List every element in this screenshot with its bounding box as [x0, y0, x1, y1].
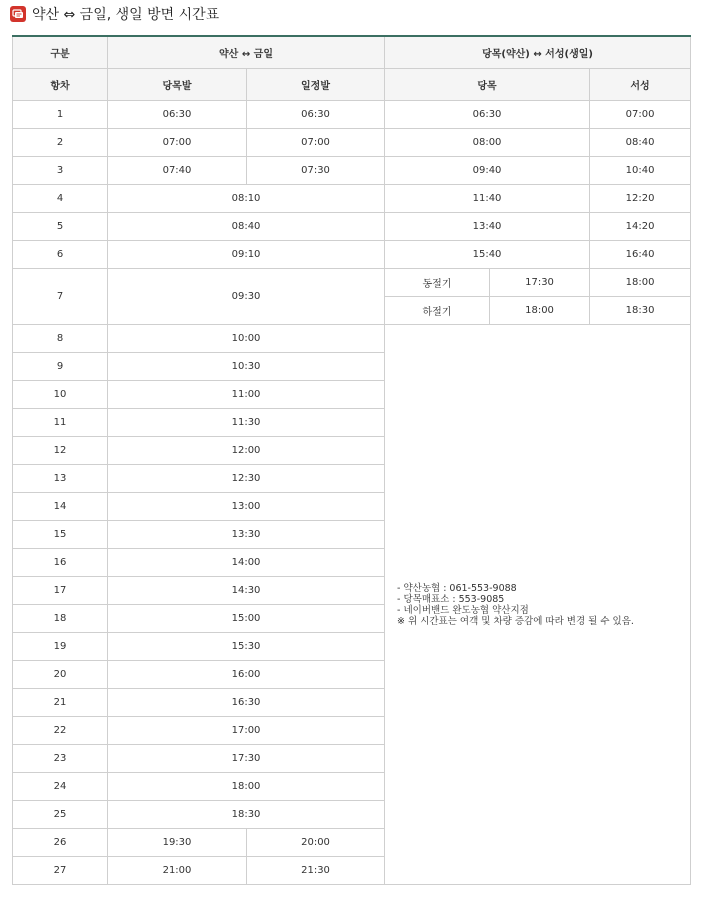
departure-time: 06:30 [247, 101, 385, 129]
departure-time: 18:00 [490, 297, 590, 325]
departure-time: 11:00 [108, 381, 385, 409]
trip-number: 8 [13, 325, 108, 353]
table-row [13, 269, 691, 297]
trip-number: 10 [13, 381, 108, 409]
departure-time: 20:00 [247, 829, 385, 857]
trip-number: 2 [13, 129, 108, 157]
table-row [13, 213, 691, 241]
header-hangcha: 항차 [13, 69, 108, 101]
page-title: 약산 ⇔ 금일, 생일 방면 시간표 [32, 7, 220, 23]
trip-number: 14 [13, 493, 108, 521]
trip-number: 24 [13, 773, 108, 801]
departure-time: 17:00 [108, 717, 385, 745]
table-row [13, 325, 691, 353]
trip-number: 7 [13, 269, 108, 325]
departure-time: 16:40 [590, 241, 691, 269]
trip-number: 9 [13, 353, 108, 381]
departure-time: 21:30 [247, 857, 385, 885]
departure-time: 16:00 [108, 661, 385, 689]
departure-time: 13:00 [108, 493, 385, 521]
departure-time: 15:00 [108, 605, 385, 633]
departure-time: 18:00 [108, 773, 385, 801]
departure-time: 11:30 [108, 409, 385, 437]
trip-number: 5 [13, 213, 108, 241]
trip-number: 16 [13, 549, 108, 577]
trip-number: 22 [13, 717, 108, 745]
departure-time: 14:00 [108, 549, 385, 577]
departure-time: 15:40 [385, 241, 590, 269]
departure-time: 08:10 [108, 185, 385, 213]
departure-time: 14:20 [590, 213, 691, 241]
trip-number: 26 [13, 829, 108, 857]
departure-time: 08:00 [385, 129, 590, 157]
trip-number: 3 [13, 157, 108, 185]
departure-time: 16:30 [108, 689, 385, 717]
departure-time: 09:40 [385, 157, 590, 185]
departure-time: 13:40 [385, 213, 590, 241]
trip-number: 6 [13, 241, 108, 269]
departure-time: 12:00 [108, 437, 385, 465]
departure-time: 07:40 [108, 157, 247, 185]
contact-notes [385, 325, 691, 885]
departure-time: 15:30 [108, 633, 385, 661]
table-row [13, 129, 691, 157]
departure-time: 10:00 [108, 325, 385, 353]
header-iljeong-dep: 일정발 [247, 69, 385, 101]
departure-time: 10:30 [108, 353, 385, 381]
trip-number: 25 [13, 801, 108, 829]
departure-time: 18:30 [108, 801, 385, 829]
trip-number: 4 [13, 185, 108, 213]
season-label: 하절기 [385, 297, 490, 325]
note-line: - 당목매표소 : 553-9085 [397, 593, 505, 605]
trip-number: 19 [13, 633, 108, 661]
table-row [13, 241, 691, 269]
departure-time: 07:30 [247, 157, 385, 185]
table-row [13, 101, 691, 129]
departure-time: 06:30 [385, 101, 590, 129]
trip-number: 15 [13, 521, 108, 549]
note-line: - 약산농협 : 061-553-9088 [397, 582, 517, 594]
season-label: 동절기 [385, 269, 490, 297]
departure-time: 07:00 [108, 129, 247, 157]
header-seoseong: 서성 [590, 69, 691, 101]
departure-time: 18:00 [590, 269, 691, 297]
table-row [13, 157, 691, 185]
trip-number: 23 [13, 745, 108, 773]
trip-number: 11 [13, 409, 108, 437]
note-line: - 네이버밴드 완도농협 약산지점 [397, 604, 529, 616]
trip-number: 20 [13, 661, 108, 689]
departure-time: 14:30 [108, 577, 385, 605]
departure-time: 12:20 [590, 185, 691, 213]
route-schedule-icon [10, 6, 26, 22]
departure-time: 18:30 [590, 297, 691, 325]
trip-number: 27 [13, 857, 108, 885]
page-title-bar [10, 4, 219, 24]
departure-time: 08:40 [590, 129, 691, 157]
trip-number: 18 [13, 605, 108, 633]
trip-number: 21 [13, 689, 108, 717]
departure-time: 12:30 [108, 465, 385, 493]
departure-time: 17:30 [108, 745, 385, 773]
trip-number: 17 [13, 577, 108, 605]
departure-time: 08:40 [108, 213, 385, 241]
departure-time: 07:00 [590, 101, 691, 129]
departure-time: 21:00 [108, 857, 247, 885]
departure-time: 10:40 [590, 157, 691, 185]
departure-time: 06:30 [108, 101, 247, 129]
trip-number: 13 [13, 465, 108, 493]
ferry-timetable [12, 35, 691, 885]
trip-number: 1 [13, 101, 108, 129]
header-gubun: 구분 [13, 36, 108, 69]
departure-time: 17:30 [490, 269, 590, 297]
header-dangmok: 당목 [385, 69, 590, 101]
trip-number: 12 [13, 437, 108, 465]
note-line: ※ 위 시간표는 여객 및 차량 증감에 따라 변경 될 수 있음. [397, 615, 634, 627]
departure-time: 09:30 [108, 269, 385, 325]
table-row [13, 185, 691, 213]
header-route-a: 약산 ↔ 금일 [108, 36, 385, 69]
departure-time: 13:30 [108, 521, 385, 549]
header-dangmok-dep: 당목발 [108, 69, 247, 101]
header-route-b: 당목(약산) ↔ 서성(생일) [385, 36, 691, 69]
departure-time: 19:30 [108, 829, 247, 857]
departure-time: 09:10 [108, 241, 385, 269]
departure-time: 11:40 [385, 185, 590, 213]
departure-time: 07:00 [247, 129, 385, 157]
